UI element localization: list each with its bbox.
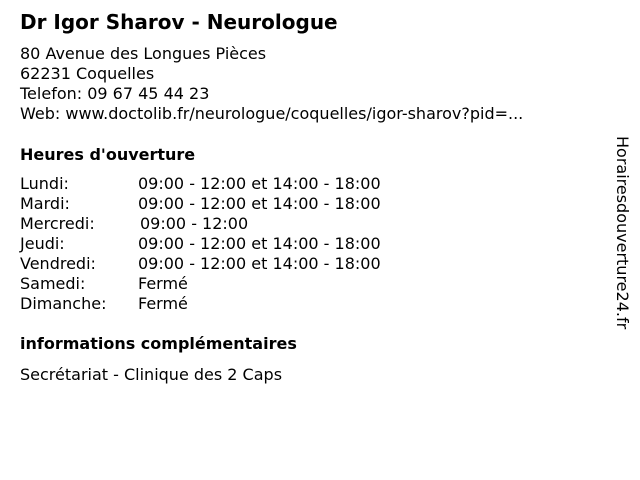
- website-link: Web: www.doctolib.fr/neurologue/coquelles/igor-sharov?pid=...: [20, 104, 524, 123]
- hours-value: 09:00 - 12:00: [140, 214, 249, 233]
- hours-row-wednesday: [20, 214, 381, 234]
- hours-row-thursday: [20, 234, 381, 254]
- day-label: Mercredi:: [20, 214, 95, 233]
- day-label: Jeudi:: [20, 234, 65, 253]
- hours-value: 09:00 - 12:00 et 14:00 - 18:00: [138, 254, 381, 273]
- hours-row-friday: [20, 254, 381, 274]
- hours-row-tuesday: [20, 194, 381, 214]
- additional-info-text: Secrétariat - Clinique des 2 Caps: [20, 365, 283, 384]
- day-label: Dimanche:: [20, 294, 107, 313]
- opening-hours-heading: Heures d'ouverture: [20, 145, 196, 164]
- day-label: Mardi:: [20, 194, 70, 213]
- city-address: 62231 Coquelles: [20, 64, 155, 83]
- hours-row-monday: [20, 174, 381, 194]
- hours-value: 09:00 - 12:00 et 14:00 - 18:00: [138, 234, 381, 253]
- opening-hours-table: [20, 174, 381, 314]
- hours-row-sunday: [20, 294, 381, 314]
- hours-value: Fermé: [138, 274, 188, 293]
- phone-number: Telefon: 09 67 45 44 23: [20, 84, 210, 103]
- hours-value: Fermé: [138, 294, 188, 313]
- day-label: Samedi:: [20, 274, 86, 293]
- page-title: Dr Igor Sharov - Neurologue: [20, 10, 338, 34]
- day-label: Lundi:: [20, 174, 69, 193]
- day-label: Vendredi:: [20, 254, 96, 273]
- address-block: [20, 44, 523, 124]
- additional-info-heading: informations complémentaires: [20, 334, 297, 353]
- hours-value: 09:00 - 12:00 et 14:00 - 18:00: [138, 174, 381, 193]
- hours-row-saturday: [20, 274, 381, 294]
- hours-value: 09:00 - 12:00 et 14:00 - 18:00: [138, 194, 381, 213]
- street-address: 80 Avenue des Longues Pièces: [20, 44, 267, 63]
- site-watermark: Horairesdouverture24.fr: [613, 136, 632, 330]
